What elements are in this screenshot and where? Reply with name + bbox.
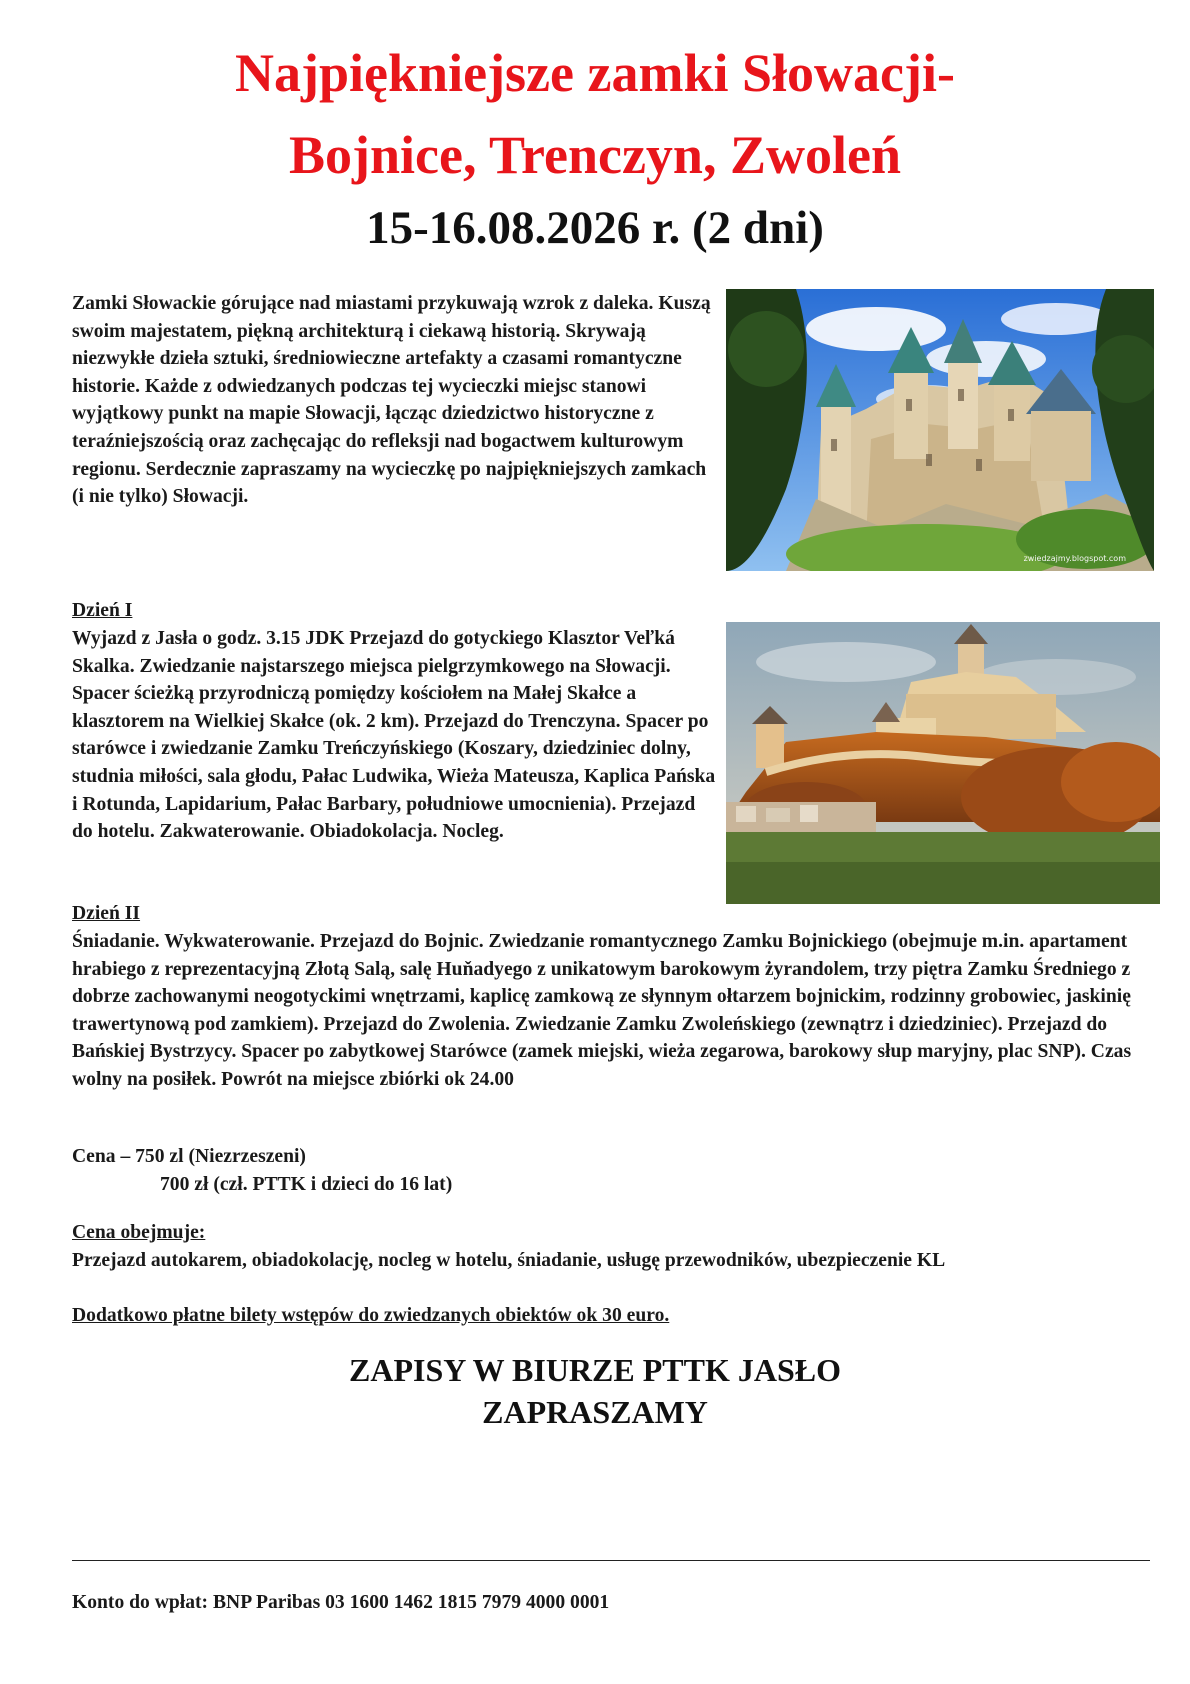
bojnice-castle-illustration (726, 289, 1154, 571)
price-standard: Cena – 750 zl (Niezrzeszeni) (72, 1146, 306, 1167)
day2-heading: Dzień II (72, 903, 141, 924)
intro-paragraph: Zamki Słowackie górujące nad miastami przykuwają wzrok z daleka. Kuszą swoim majestatem, piękną architekturą i ciekawą historią. Skrywają niezwykłe dzieła sztuki, średniowieczne artefakty a czasami romantyczne historie. Każde z odwiedzanych podczas tej wycieczki miejsc stanowi wyjątkowy punkt na mapie Słowacji, łącząc dziedzictwo historyczne z teraźniejszością oraz zachęcając do refleksji nad bogactwem kulturowym regionu. Serdecznie zapraszamy na wycieczkę po najpiękniejszych zamkach (i nie tylko) Słowacji. (72, 293, 711, 508)
footer-divider (72, 1560, 1150, 1561)
extra-fees-note: Dodatkowo płatne bilety wstępów do zwiedzanych obiektów ok 30 euro. (72, 1305, 670, 1326)
bojnice-castle-photo (726, 289, 1154, 571)
trencin-castle-illustration (726, 622, 1160, 904)
bank-account: Konto do wpłat: BNP Paribas 03 1600 1462 1815 7979 4000 0001 (72, 1592, 610, 1613)
price-reduced: 700 zł (czł. PTTK i dzieci do 16 lat) (160, 1174, 453, 1195)
includes-heading: Cena obejmuje: (72, 1222, 206, 1243)
includes-text: Przejazd autokarem, obiadokolację, nocleg w hotelu, śniadanie, usługę przewodników, ubezpieczenie KL (72, 1250, 946, 1271)
title-line-1: Najpiękniejsze zamki Słowacji- (235, 43, 955, 103)
trencin-castle-photo (726, 622, 1160, 904)
signup-line-1: ZAPISY W BIURZE PTTK JASŁO (349, 1352, 841, 1388)
trip-date: 15-16.08.2026 r. (2 dni) (366, 202, 824, 254)
title-line-2: Bojnice, Trenczyn, Zwoleń (289, 125, 901, 185)
day2-paragraph: Śniadanie. Wykwaterowanie. Przejazd do Bojnic. Zwiedzanie romantycznego Zamku Bojnickiego (obejmuje m.in. apartament hrabiego z reprezentacyjną Złotą Salą, salę Huňadyego z unikatowym barokowym żyrandolem, trzy piętra Zamku Średniego z dobrze zachowanymi neogotyckimi wnętrzami, kaplicę zamkową ze słynnym ołtarzem bojnickim, rodzinny grobowiec, jaskinię trawertynową pod zamkiem). Przejazd do Zwolenia. Zwiedzanie Zamku Zwoleńskiego (zewnątrz i dziedziniec). Przejazd do Bańskiej Bystrzycy. Spacer po zabytkowej Starówce (zamek miejski, wieża zegarowa, barokowy słup maryjny, plac SNP). Czas wolny na posiłek. Powrót na miejsce zbiórki ok 24.00 (72, 931, 1132, 1090)
day1-paragraph: Wyjazd z Jasła o godz. 3.15 JDK Przejazd do gotyckiego Klasztor Veľká Skalka. Zwiedzanie najstarszego miejsca pielgrzymkowego na Słowacji. Spacer ścieżką przyrodniczą pomiędzy kościołem na Małej Skałce a klasztorem na Wielkiej Skałce (ok. 2 km). Przejazd do Trenczyna. Spacer po starówce i zwiedzanie Zamku Treńczyńskiego (Koszary, dziedziniec dolny, studnia miłości, sala głodu, Pałac Ludwika, Wieża Mateusza, Kaplica Pańska i Rotunda, Lapidarium, Pałac Barbary, południowe umocnienia). Przejazd do hotelu. Zakwaterowanie. Obiadokolacja. Nocleg. (72, 628, 716, 843)
day1-heading: Dzień I (72, 600, 133, 621)
photo-watermark: zwiedzajmy.blogspot.com (1023, 554, 1126, 563)
signup-line-2: ZAPRASZAMY (482, 1394, 708, 1430)
